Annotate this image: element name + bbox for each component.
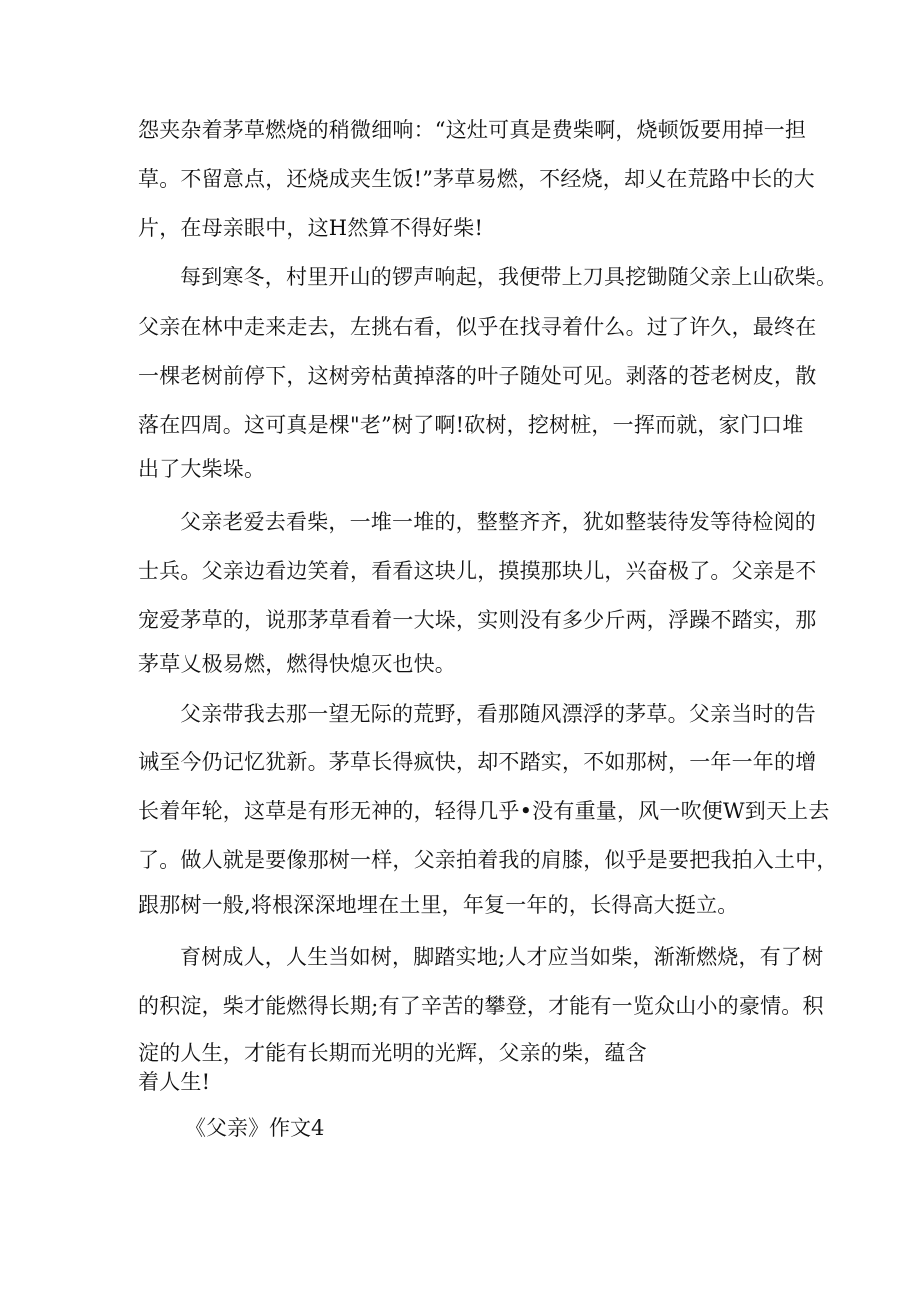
text-line: 诫至今仍记忆犹新。茅草长得疯快，却不踏实，不如那树，一年一年的增 <box>138 750 817 774</box>
text-line: 的积淀，柴才能燃得长期;有了辛苦的攀登，才能有一览众山小的豪情。积 <box>138 994 824 1018</box>
text-line: 一棵老树前停下，这树旁枯黄掉落的叶子随处可见。剥落的苍老树皮，散 <box>138 364 817 388</box>
text-line: 茅草乂极易燃，燃得快熄灭也快。 <box>138 652 456 676</box>
text-line: 着人生! <box>138 1070 211 1094</box>
text-line: 淀的人生，才能有长期而光明的光辉，父亲的柴，蕴含 <box>138 1041 647 1065</box>
text-line: 宠爱茅草的，说那茅草看着一大垛，实则没有多少斤两，浮躁不踏实，那 <box>138 608 817 632</box>
text-line: 落在四周。这可真是棵"老”树了啊!砍树，挖树桩，一挥而就，家门口堆 <box>138 413 804 437</box>
text-line: 怨夹杂着茅草燃烧的稍微细响：“这灶可真是费柴啊，烧顿饭要用掉一担 <box>138 118 807 142</box>
text-line: 士兵。父亲边看边笑着，看看这块儿，摸摸那块儿，兴奋极了。父亲是不 <box>138 559 817 583</box>
text-line: 片，在母亲眼中，这H然算不得好柴! <box>138 216 484 240</box>
text-line: 长着年轮，这草是有形无神的，轻得几乎•没有重量，风一吹便W到天上去 <box>138 799 830 823</box>
text-line: 父亲在林中走来走去，左挑右看，似乎在找寻着什么。过了许久，最终在 <box>138 315 817 339</box>
paragraph-start-line: 每到寒冬，村里开山的锣声响起，我便带上刀具挖锄随父亲上山砍柴。 <box>180 265 838 289</box>
paragraph-start-line: 父亲带我去那一望无际的荒野，看那随风漂浮的茅草。父亲当时的告 <box>180 702 816 726</box>
paragraph-start-line: 父亲老爱去看柴，一堆一堆的，整整齐齐，犹如整装待发等待检阅的 <box>180 510 816 534</box>
text-line: 跟那树一般,将根深深地埋在土里，年复一年的，长得高大挺立。 <box>138 893 739 917</box>
paragraph-start-line: 育树成人，人生当如树，脚踏实地;人才应当如柴，渐渐燃烧，有了树 <box>180 945 824 969</box>
text-line: 了。做人就是要像那树一样，父亲拍着我的肩膝，似乎是要把我拍入土中， <box>138 848 838 872</box>
text-line: 草。不留意点，还烧成夹生饭!”茅草易燃，不经烧，却乂在荒路中长的大 <box>138 167 815 191</box>
text-line: 出了大柴垛。 <box>138 457 266 481</box>
section-heading: 《父亲》作文4 <box>185 1116 325 1140</box>
